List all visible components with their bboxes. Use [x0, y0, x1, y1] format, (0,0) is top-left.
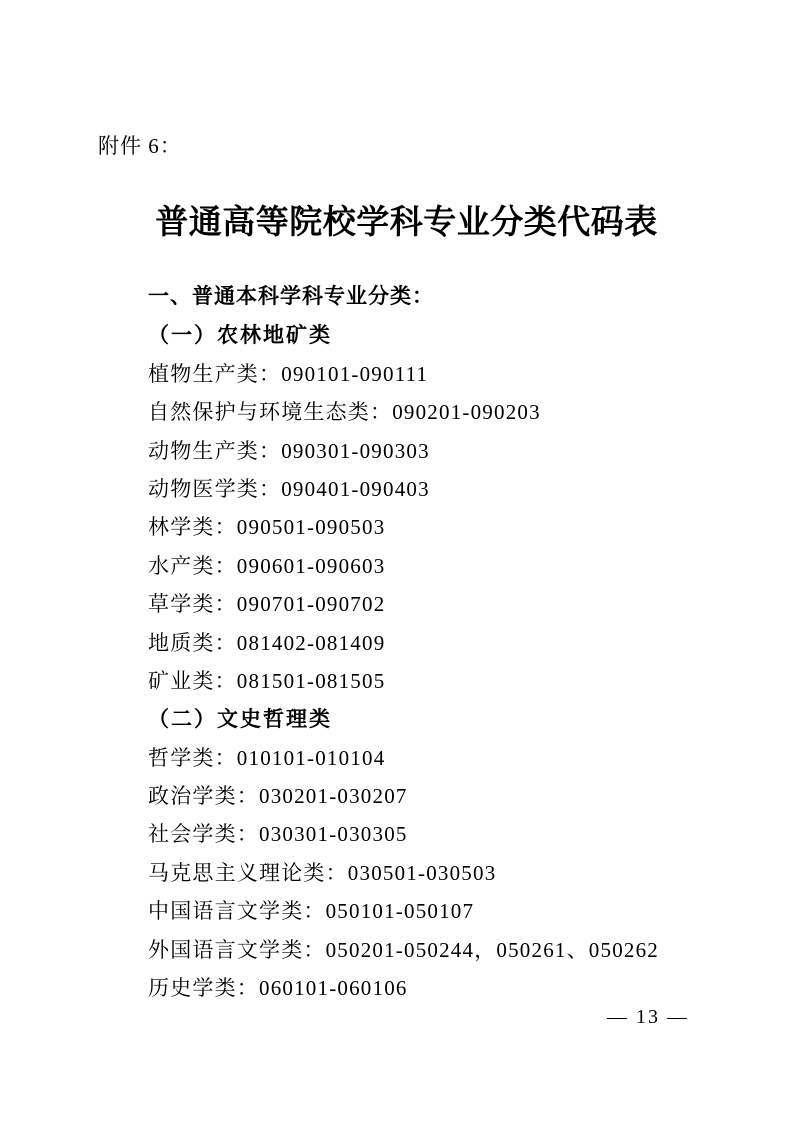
category-line: 哲学类：010101-010104 — [148, 745, 386, 770]
category-line: 自然保护与环境生态类：090201-090203 — [148, 400, 541, 425]
category-line: 社会学类：030301-030305 — [148, 822, 408, 847]
document-title: 普通高等院校学科专业分类代码表 — [155, 203, 658, 240]
category-line: 马克思主义理论类：030501-030503 — [148, 860, 497, 885]
category-line: 政治学类：030201-030207 — [148, 784, 408, 809]
subsection-heading-humanities: （二）文史哲理类 — [148, 707, 332, 732]
category-line: 地质类：081402-081409 — [148, 630, 386, 655]
category-line: 中国语言文学类：050101-050107 — [148, 899, 475, 924]
subsection-heading-agriculture: （一）农林地矿类 — [148, 323, 332, 348]
document-body — [148, 278, 753, 1007]
category-line: 历史学类：060101-060106 — [148, 976, 408, 1001]
category-line: 矿业类：081501-081505 — [148, 668, 386, 693]
category-line: 林学类：090501-090503 — [148, 515, 386, 540]
main-section-heading: 一、普通本科学科专业分类： — [148, 285, 434, 308]
category-line: 外国语言文学类：050201-050244，050261、050262 — [148, 937, 659, 962]
category-line: 草学类：090701-090702 — [148, 592, 386, 617]
attachment-label: 附件 6： — [98, 134, 182, 158]
category-line: 动物生产类：090301-090303 — [148, 438, 430, 463]
category-line: 水产类：090601-090603 — [148, 553, 386, 578]
category-line: 动物医学类：090401-090403 — [148, 476, 430, 501]
page-number: — 13 — — [607, 1006, 689, 1028]
category-line: 植物生产类：090101-090111 — [148, 361, 429, 386]
